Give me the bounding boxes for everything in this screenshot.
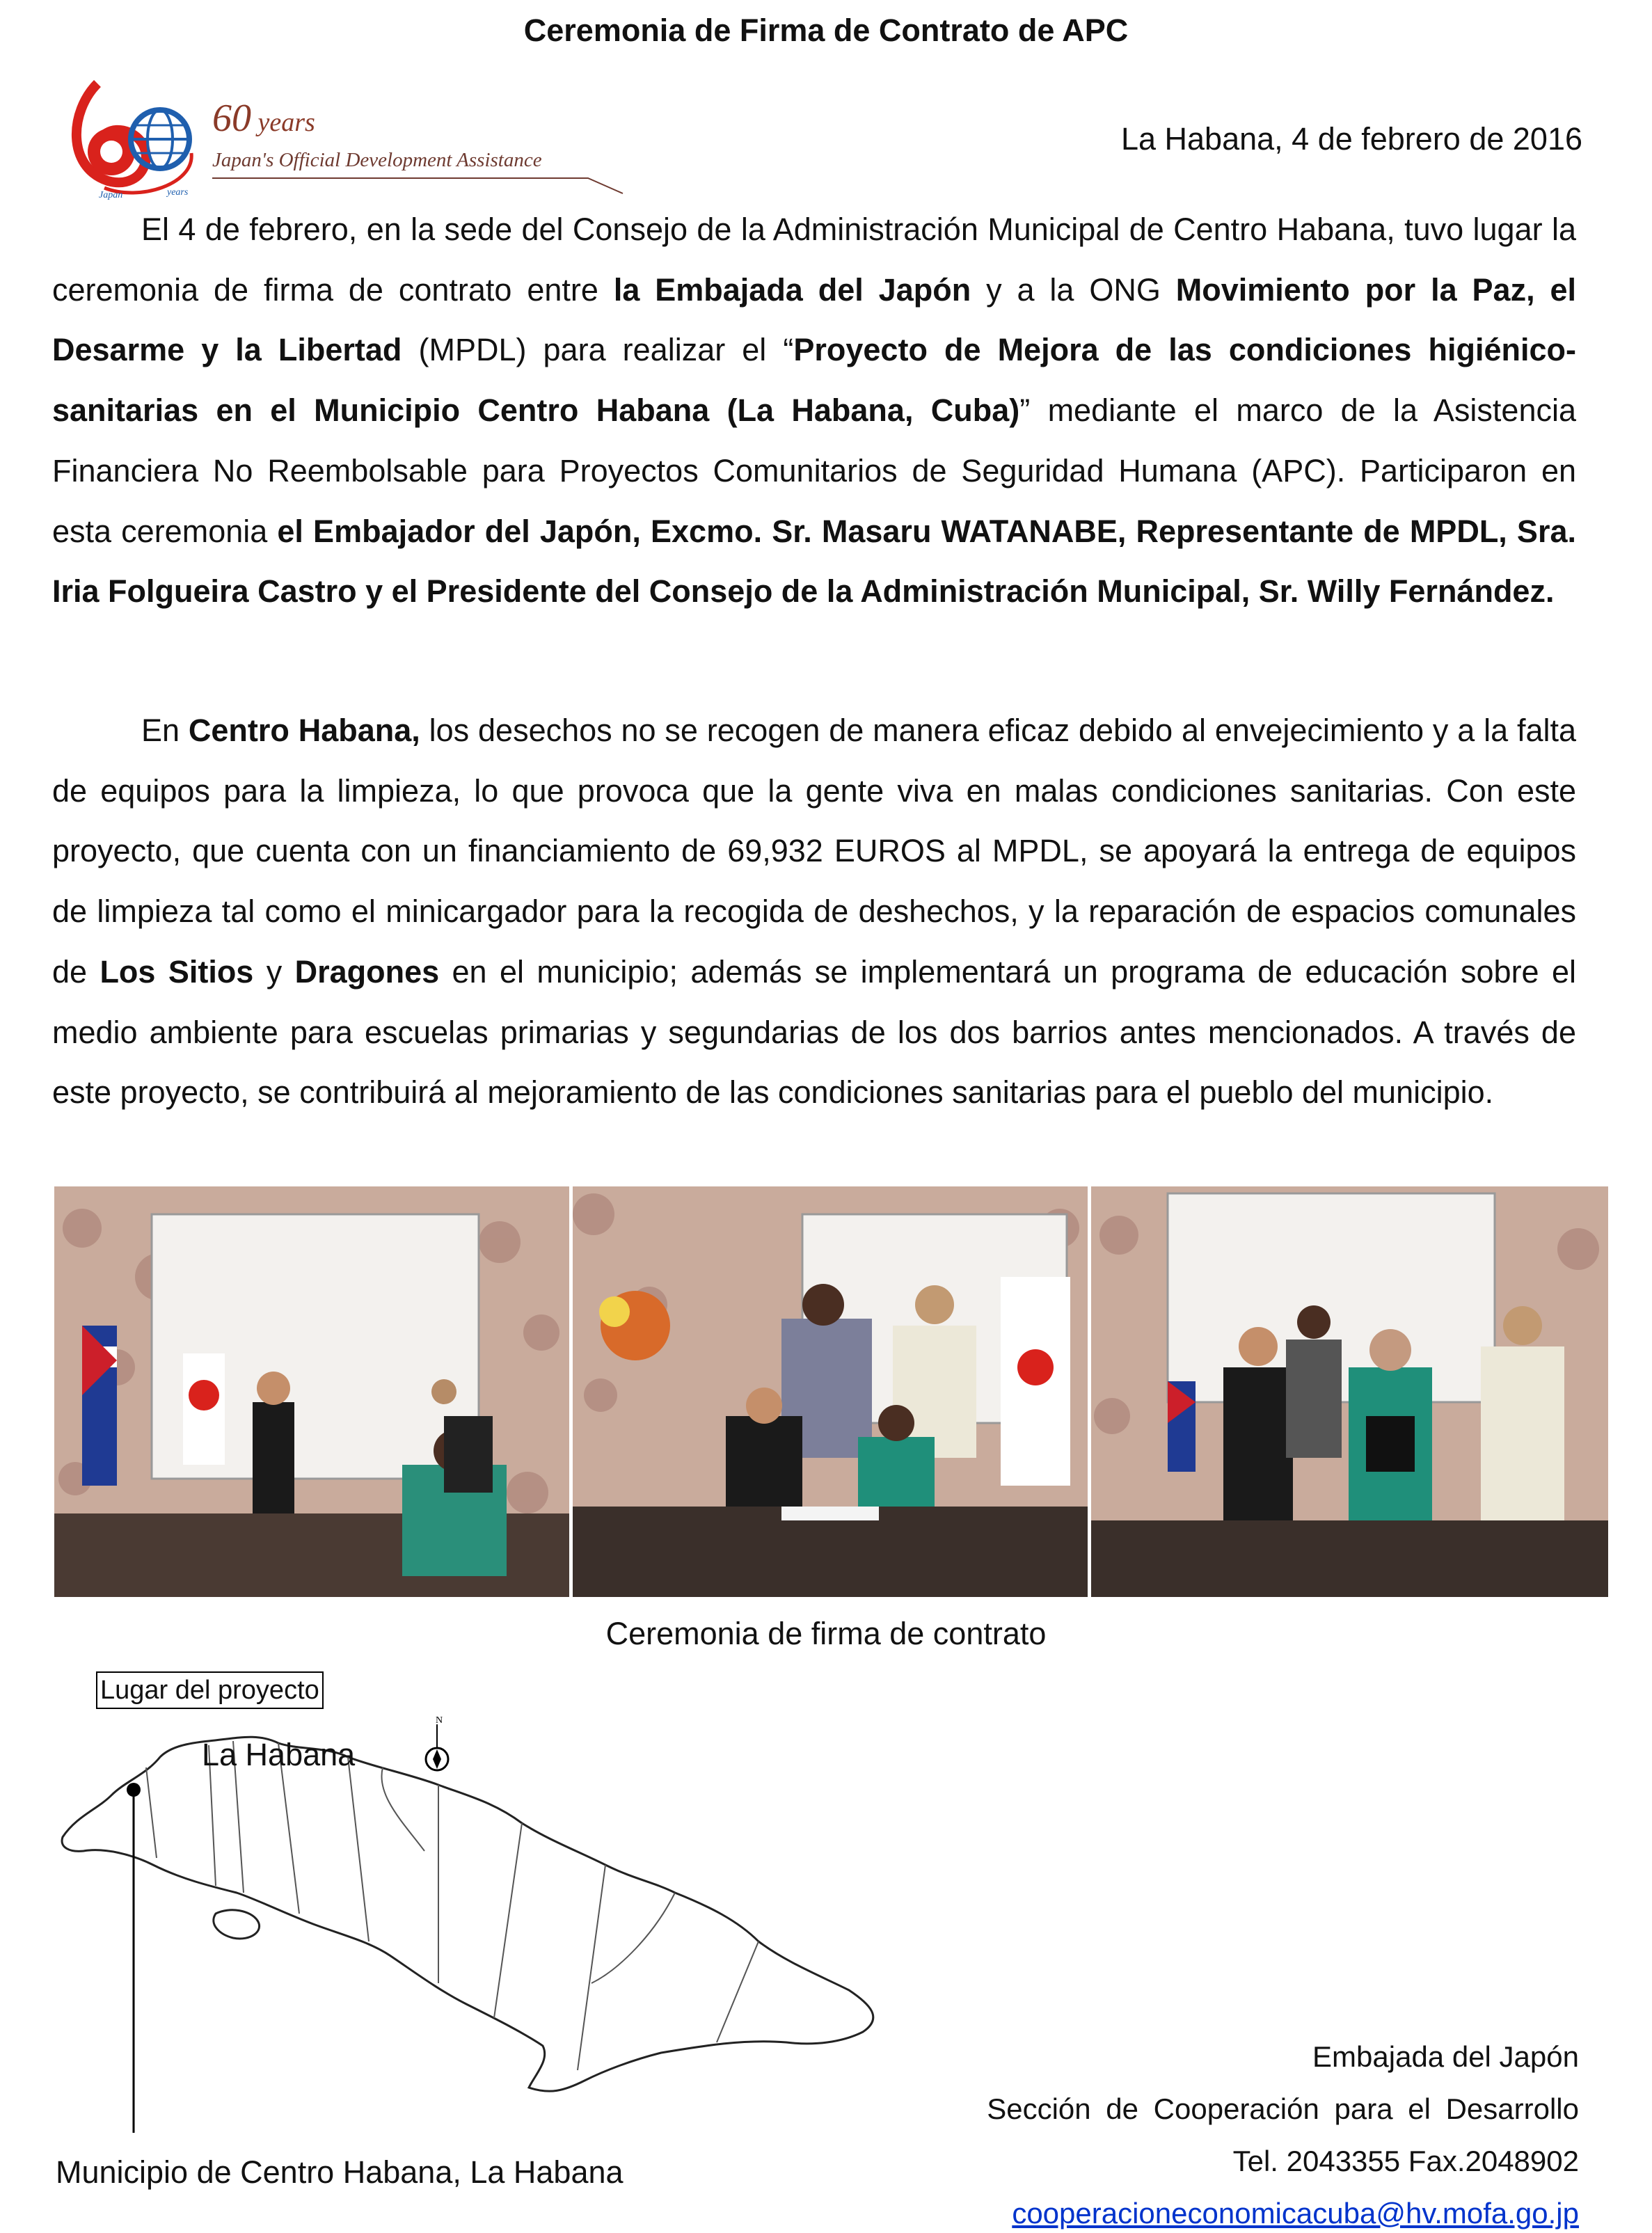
compass-north-icon xyxy=(418,1710,456,1780)
ceremony-photo-group xyxy=(1091,1186,1608,1597)
paragraph2-run: Los Sitios xyxy=(100,953,254,990)
paragraph-ceremony-text xyxy=(52,212,1576,609)
project-location-label: Lugar del proyecto xyxy=(96,1671,324,1709)
cuba-map xyxy=(49,1691,905,2136)
logo-60-years xyxy=(212,97,315,143)
page-title: Ceremonia de Firma de Contrato de APC xyxy=(523,13,1129,48)
photo-caption: Ceremonia de firma de contrato xyxy=(605,1616,1047,1651)
ceremony-photo-speech xyxy=(54,1186,569,1597)
paragraph1-run: El 4 de febrero, en la sede del Consejo de la Administración Municipal de Centro Habana, tuvo lugar la ceremonia de firma de contrato entre xyxy=(52,212,1576,308)
logo-years-word: years xyxy=(257,108,315,137)
logo-ring-right: years xyxy=(167,187,189,198)
paragraph-project-text xyxy=(52,713,1576,1110)
ceremony-photo-signing xyxy=(573,1186,1088,1597)
oda-emblem-icon xyxy=(56,70,209,202)
paragraph2-run: Centro Habana, xyxy=(188,713,420,748)
paragraph-project xyxy=(52,701,1576,1123)
isla-de-la-juventud-outline xyxy=(214,1910,260,1939)
paragraph2-run: los desechos no se recogen de manera eficaz debido al envejecimiento y a la falta de equipos para la limpieza, lo que provoca que la gente viva en malas condiciones sanitarias. Con este proyecto, que cuenta con un financiamiento de 69,932 EUROS al MPDL, se apoyará la entrega de equipos de limpieza tal como el minicargador para la recogida de deshechos, y la reparación de espacios comunales de xyxy=(52,713,1576,990)
paragraph2-run: En xyxy=(141,713,189,748)
logo-years-number: 60 xyxy=(212,97,251,140)
paragraph2-run: y xyxy=(253,953,295,990)
cuba-island-outline xyxy=(62,1737,873,2091)
paragraph-ceremony xyxy=(52,200,1576,622)
paragraph1-run: Movimiento por la Paz, el Desarme y la Libertad xyxy=(52,271,1577,368)
paragraph2-run: en el municipio; además se implementará un programa de educación sobre el medio ambiente para escuelas primarias y segundarias de los dos barrios antes mencionados. A través de este proyecto, se contribuirá al mejoramiento de las condiciones sanitarias para el pueblo del municipio. xyxy=(52,953,1576,1111)
logo-tagline: Japan's Official Development Assistance xyxy=(212,149,542,171)
signature-section: Sección de Cooperación para el Desarrollo xyxy=(987,2092,1579,2125)
oda-60-years-logo xyxy=(56,70,585,202)
logo-swoosh xyxy=(212,173,630,200)
paragraph1-run: Proyecto de Mejora de las condiciones higiénico-sanitarias en el Municipio Centro Habana (La Habana, Cuba) xyxy=(52,332,1576,429)
compass-north-label: N xyxy=(436,1715,443,1726)
la-habana-label: La Habana xyxy=(202,1737,356,1772)
logo-ring-left: Japan xyxy=(99,190,123,200)
municipio-label: Municipio de Centro Habana, La Habana xyxy=(56,2154,624,2190)
paragraph1-run: la Embajada del Japón xyxy=(613,271,971,308)
contact-email-link[interactable]: cooperacioneconomicacuba@hv.mofa.go.jp xyxy=(1012,2197,1579,2230)
paragraph1-run: ” mediante el marco de la Asistencia Financiera No Reembolsable para Proyectos Comunitarios de Seguridad Humana (APC). Participaron en esta ceremonia xyxy=(52,392,1576,549)
paragraph1-run: (MPDL) para realizar el “ xyxy=(402,332,794,368)
paragraph1-run: el Embajador del Japón, Excmo. Sr. Masaru WATANABE, Representante de MPDL, Sra. Iria Folgueira Castro y el Presidente del Consejo de la Administración Municipal, Sr. Willy Fernández. xyxy=(52,513,1576,610)
paragraph2-run: Dragones xyxy=(294,953,440,990)
signature-embassy: Embajada del Japón xyxy=(1312,2040,1579,2073)
signature-phone-fax: Tel. 2043355 Fax.2048902 xyxy=(1232,2145,1579,2177)
document-date: La Habana, 4 de febrero de 2016 xyxy=(1120,121,1582,157)
paragraph1-run: y a la ONG xyxy=(971,271,1176,308)
